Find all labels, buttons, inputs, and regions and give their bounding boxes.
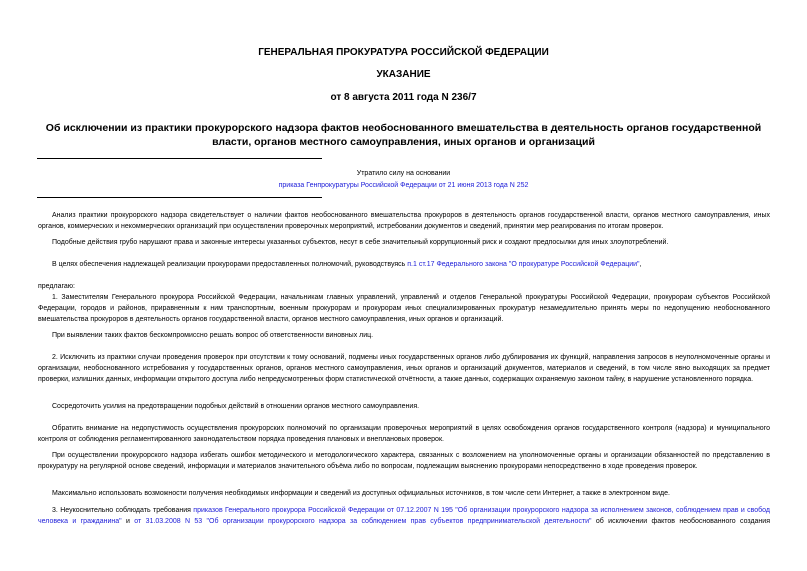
paragraph-legal-basis <box>38 259 770 270</box>
order-53-link[interactable]: от 31.03.2008 N 53 "Об организации прокурорского надзора за соблюдением прав субъектов предпринимательской деятельности" <box>134 518 592 525</box>
repeal-order-link[interactable]: приказа Генпрокуратуры Российской Федерации от 21 июня 2013 года N 252 <box>278 182 529 189</box>
item-3-text: 3. Неукоснительно соблюдать требования <box>52 507 194 514</box>
paragraph-propose: предлагаю: <box>38 283 75 290</box>
paragraph-sources: Максимально использовать возможности получения необходимых информации и сведений из доступных официальных источников, в том числе сети Интернет, а также в электронном виде. <box>52 490 670 497</box>
paragraph-item-1: 1. Заместителям Генерального прокурора Российской Федерации, начальникам главных управлений, управлений и отделов Генеральной прокуратуры Российской Федерации, прокурорам субъектов Российской Федерации, городов и районов, приравненным к ним транспортным, военным прокурорам и прокурорам иных специализированных прокуратур незамедлительно принять меры по недопущению необоснованного вмешательства прокуроров в деятельность органов государственной власти, органов местного самоуправления, иных органов и организаций. <box>38 294 770 323</box>
status-note-link-line <box>0 182 807 189</box>
paragraph-violations: Подобные действия грубо нарушают права и законные интересы указанных субъектов, несут в себе значительный коррупционный риск и создают предпосылки для иных злоупотреблений. <box>52 239 669 246</box>
paragraph-responsibility: При выявлении таких фактов бескомпромиссно решать вопрос об ответственности виновных лиц. <box>52 332 374 339</box>
divider-bottom <box>37 197 322 198</box>
item-3-conjunction: и <box>121 518 135 525</box>
article-17-link[interactable]: п.1 ст.17 <box>407 261 435 268</box>
divider-top <box>37 158 322 159</box>
paragraph-local-government: Сосредоточить усилия на предотвращении подобных действий в отношении органов местного самоуправления. <box>52 403 420 410</box>
order-195-link[interactable]: приказов Генерального прокурора Российской Федерации от 07.12.2007 N 195 "Об организации прокурорского надзора за исполнением законов, соблюдением прав и свобод человека и гражданина" <box>38 507 771 525</box>
paragraph-item-3 <box>38 505 770 527</box>
legal-basis-comma: , <box>639 261 642 268</box>
document-date-number: от 8 августа 2011 года N 236/7 <box>330 92 477 103</box>
legal-basis-text: В целях обеспечения надлежащей реализации прокурорами предоставленных полномочий, руководствуясь <box>52 261 408 268</box>
federal-law-link[interactable]: Федерального закона "О прокуратуре Российской Федерации" <box>436 261 640 268</box>
paragraph-analysis: Анализ практики прокурорского надзора свидетельствует о наличии фактов необоснованного вмешательства прокуроров в деятельность органов государственной власти, органов местного самоуправления, иных органов, коммерческих и некоммерческих организаций при осуществлении проверочных мероприятий, истребовании документов и сведений, принятии мер реагирования по итогам проверок. <box>38 212 770 230</box>
document-type: УКАЗАНИЕ <box>376 69 431 80</box>
paragraph-methodology: При осуществлении прокурорского надзора избегать ошибок методического и методологического характера, связанных с возложением на уполномоченные органы и организации обязанностей по представлению в прокуратуру на регулярной основе сведений, информации и материалов значительного объёма либо по вопросам, подлежащим выяснению прокурорами непосредственно в ходе проведения проверок. <box>38 452 770 470</box>
item-3-tail: об исключении фактов необоснованного создания <box>591 518 770 525</box>
document-title: Об исключении из практики прокурорского надзора фактов необоснованного вмешательства в деятельность органов государственной власти, органов местного самоуправления, иных органов и организаций <box>45 122 762 148</box>
paragraph-item-2: 2. Исключить из практики случаи проведения проверок при отсутствии к тому оснований, подмены иных государственных органов либо дублирования их функций, направления запросов в неуполномоченные органы и организации, необоснованного истребования у государственных органов, органов местного самоуправления, иных органов и организаций документов, материалов и сведений, в том числе явно выходящих за предмет проверки, излишних данных, информации открытого доступа либо непредусмотренных форм статистической отчётности, а также данных, содержащих охраняемую законом тайну, в нарушение установленного порядка. <box>38 354 770 383</box>
issuer-heading: ГЕНЕРАЛЬНАЯ ПРОКУРАТУРА РОССИЙСКОЙ ФЕДЕРАЦИИ <box>258 47 549 58</box>
status-note-text: Утратило силу на основании <box>356 170 451 177</box>
paragraph-attention: Обратить внимание на недопустимость осуществления прокурорских полномочий по организации проверочных мероприятий в целях освобождения органов государственного контроля (надзора) и муниципального контроля от соблюдения регламентированного законодательством порядка проведения плановых и внеплановых проверок. <box>38 425 770 443</box>
